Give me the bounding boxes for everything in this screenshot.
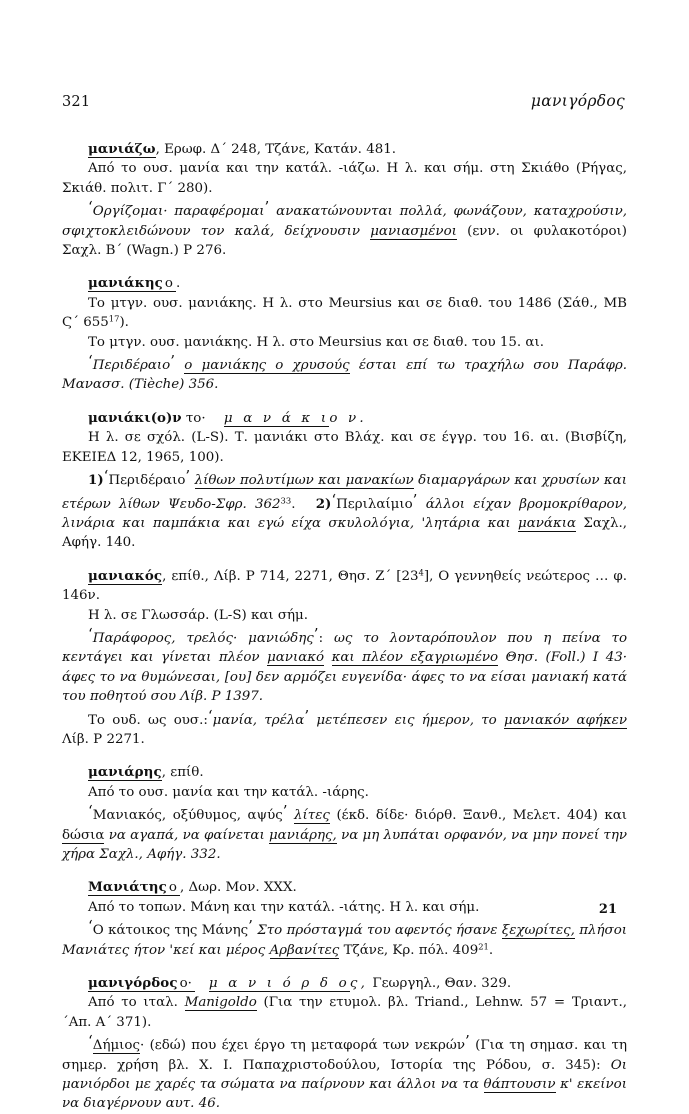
dictionary-column xyxy=(62,140,627,1114)
cited-form-2: μανάκια xyxy=(518,515,577,531)
cited-form-1: ξεχωρίτες, xyxy=(501,923,575,939)
sense-1 xyxy=(62,294,627,333)
headword: μανιάρης xyxy=(88,764,162,781)
quote-close-mark: ’ xyxy=(248,917,253,936)
quote-close-mark: ’ xyxy=(264,198,270,217)
sense-1-superscript: 33 xyxy=(280,494,292,505)
quote-close-mark: ’ xyxy=(464,1032,470,1051)
headword: μανιάκης xyxy=(88,275,163,292)
headword-gender: ο xyxy=(163,276,176,292)
sense-block xyxy=(62,802,627,864)
headword-refs-2: ], Ο γεννηθείς νεώτερος … φ. 146ν. xyxy=(62,568,627,604)
usage-note-text: Η λ. σε σχόλ. (L-S). Τ. μανιάκι στο Βλάχ. και σε έγγρ. του 16. αι. (Βισβίζη, ΕΚΕΙΕΔ 12, 1965, 100). xyxy=(62,430,627,465)
etymology-text: Από το ουσ. μανία και την κατάλ. -ιάρης. xyxy=(88,784,369,800)
sense-block xyxy=(62,917,627,960)
variant-form-tail: ο ν. xyxy=(329,410,367,426)
usage-note-text: Η λ. σε Γλωσσάρ. (L-S) και σήμ. xyxy=(88,607,309,623)
quote-open-mark: ‘ xyxy=(88,352,93,371)
cited-form-1: λίθων πολυτίμων και μανακίων xyxy=(194,473,414,489)
usage-note xyxy=(62,428,627,467)
signature-number: 21 xyxy=(598,902,617,917)
quote-open-mark: ‘ xyxy=(88,624,93,643)
citation-part-a: Στο πρόσταγμά του αφεντός ήσανε xyxy=(257,923,498,939)
entry-maniakion xyxy=(62,409,627,553)
etymology-note xyxy=(62,993,627,1032)
headword-line xyxy=(62,878,627,897)
citation-part-b: να αγαπά, να φαίνεται xyxy=(108,827,265,843)
headword: μανιάζω xyxy=(88,141,156,157)
quote-close-mark: ’ xyxy=(282,802,288,821)
quote-open-mark: ‘ xyxy=(88,1032,93,1051)
sense-1-superscript: 17 xyxy=(108,313,120,324)
cited-form: μανιασμένοι xyxy=(370,223,457,239)
headword-refs: , επίθ., Λίβ. Ρ 714, 2271, Θησ. Ζ΄ [23 xyxy=(162,568,419,584)
neuter-lead: Το ουδ. ως ουσ.: xyxy=(88,712,208,728)
citation-part-b: πλήσοι Μανιάτες ήτον 'κεί και μέρος xyxy=(62,923,628,958)
quote-open-mark: ‘ xyxy=(88,802,93,821)
sense-list xyxy=(62,467,627,553)
etymology-text: Από το ουσ. μανία και την κατάλ. -ιάζω. Η λ. και σήμ. στη Σκιάθο (Ρήγας, Σκιάθ. πολιτ. Γ΄ 280). xyxy=(62,161,627,196)
cited-form-1: λίτες xyxy=(294,808,330,824)
citation-part-2: σφιχτοκλειδώνουν τον καλά, δείχνουσιν xyxy=(62,223,360,239)
sense-1-end: ). xyxy=(119,315,129,331)
headword-line xyxy=(62,974,627,993)
citation-part-1: ανακατώνουνται πολλά, φωνάζουν, καταχρούσιν, xyxy=(276,204,627,220)
citation-source: (ενν. οι φυλακοτόροι) Σαχλ. Β΄ (Wagn.) Ρ 276. xyxy=(62,223,627,259)
entry-maniaris xyxy=(62,763,627,864)
gloss-text: Ο κάτοικος της Μάνης xyxy=(92,923,249,939)
variant-form-underlined: μ α ν ι ό ρ δ ο xyxy=(208,976,350,992)
etymology-note xyxy=(62,159,627,198)
headword: μανιακός xyxy=(88,567,163,584)
gloss-text: Παράφορος, τρελός· μανιώδης xyxy=(92,630,314,646)
headword-line xyxy=(62,140,627,159)
variant-form xyxy=(210,411,367,426)
etymology-note xyxy=(62,898,627,917)
usage-note xyxy=(62,606,627,625)
quote-close-mark: ’ xyxy=(185,467,191,486)
citation-source: Τζάνε, Κρ. πόλ. 409 xyxy=(343,942,479,958)
sense-1-text: Το μτγν. ουσ. μανιάκης. Η λ. στο Meursius και σε διαθ. του 1486 (Σάθ., ΜΒ Ϛ΄ 655 xyxy=(62,295,627,331)
citation-part-c: Θησ. (Foll.) Ι 43· άφες το να θυμώνεσαι, [ου] δεν αρμόζει ευγενίδα· άφες το να είσαι μανιακή κατά του ποθητού σου Λίβ. Ρ 1397. xyxy=(62,650,628,705)
sense-block xyxy=(62,352,627,395)
headword: Μανιάτης xyxy=(88,879,167,896)
headword-line xyxy=(62,763,627,782)
citation-part-a: (έκδ. δίδε· διόρθ. Ξανθ., Μελετ. 404) και xyxy=(336,808,627,824)
neuter-cited-form: μανιακόν αφήκεν xyxy=(504,712,627,728)
sense-1-rest: διαμαργάρων και χρυσίων και ετέρων λίθων Ψευδο-Σφρ. 362 xyxy=(62,473,627,512)
headword-gender: ο· xyxy=(178,976,195,992)
cited-form-2: δώσια xyxy=(62,827,105,843)
headword-line xyxy=(62,567,627,606)
sense-1-end: . xyxy=(291,496,296,512)
variant-form-tail: ς, xyxy=(349,976,369,992)
sense-1-gloss: Περιδέραιο xyxy=(108,473,186,489)
neuter-gloss: μανία, τρέλα xyxy=(212,712,305,728)
cited-form-2: Αρβανίτες xyxy=(269,942,340,958)
headword-refs: . xyxy=(175,276,181,292)
headword-superscript: 4 xyxy=(418,567,424,578)
sense-2-text: Το μτγν. ουσ. μανιάκης. Η λ. στο Meursius και σε διαθ. του 15. αι. xyxy=(88,334,544,350)
entry-maniatis xyxy=(62,878,627,960)
headword-refs: , επίθ. xyxy=(161,765,204,781)
etymology-text: Από το τοπων. Μάνη και την κατάλ. -ιάτης. Η λ. και σήμ. xyxy=(88,899,480,915)
quote-close-mark: ’ xyxy=(170,352,176,371)
quote-open-mark: ‘ xyxy=(88,198,93,217)
neuter-source: Λίβ. Ρ 2271. xyxy=(62,731,145,747)
sense-2 xyxy=(62,333,627,352)
gloss-text: Μανιακός, οξύθυμος, αψύς xyxy=(92,808,283,824)
headword-refs: , Ερωφ. Δ΄ 248, Τζάνε, Κατάν. 481. xyxy=(155,142,397,157)
citation-superscript: 21 xyxy=(478,941,489,952)
citation-part-c: να μη λυπάται ορφανόν, να μην πονεί την χήρα Σαχλ., Αφήγ. 332. xyxy=(62,827,627,862)
quote-close-mark: ’ xyxy=(304,706,310,725)
sense-2-text: άλλοι είχαν βρομοκρίθαρον, λινάρια και παμπάκια και εγώ είχα σκυλολόγια, 'λητάρια και xyxy=(62,496,627,531)
headword-refs: Γεωργηλ., Θαν. 329. xyxy=(368,976,512,992)
sense-block xyxy=(62,1032,627,1114)
cited-form: ο μανιάκης ο χρυσούς xyxy=(184,358,350,374)
gloss-text: Οργίζομαι· παραφέρομαι xyxy=(92,204,265,220)
variant-form xyxy=(195,976,368,991)
sense-block xyxy=(62,198,627,260)
sense-number-1: 1) xyxy=(88,472,104,489)
running-header xyxy=(62,92,627,114)
citation-part-b: κ' εκείνοι να διαγέρνουν αυτ. 46. xyxy=(62,1077,627,1112)
cited-form-1: μανιακό xyxy=(267,650,325,666)
citation-part-a: Οι μανιόρδοι με χαρές τα σώματα να παίρνουν και άλλοι να τα xyxy=(62,1057,628,1093)
variant-form-underlined: μ α ν ά κ ι xyxy=(223,410,330,426)
quote-open-mark: ‘ xyxy=(88,917,93,936)
entry-maniakis xyxy=(62,274,627,394)
etymology-rest: (Για την ετυμολ. βλ. Triand., Lehnw. 57 = Τριαντ., ΄Απ. Α΄ 371). xyxy=(62,995,627,1030)
cited-form-2: και πλέον εξαγριωμένο xyxy=(331,650,499,666)
etymology-source-word: Manigoldo xyxy=(184,995,257,1011)
gloss-text: Περιδέραιο xyxy=(92,358,171,374)
etymology-lead: Από το ιταλ. xyxy=(88,995,178,1011)
citation-part-a: ως το λονταρόπουλον που η πείνα το κεντάγει και γίνεται πλέον xyxy=(62,630,628,666)
semantic-note: (Για τη σημασ. και τη σημερ. χρήση βλ. Χ. Ι. Παπαχριστοδούλου, Ιστορία της Ρόδου, σ. 345): xyxy=(62,1038,627,1073)
quote-open-mark: ‘ xyxy=(207,706,213,725)
entry-manigordos xyxy=(62,974,627,1114)
headword: μανιγόρδος xyxy=(88,975,178,992)
sense-block: ‘Παράφορος, τρελός· μανιώδης’: ως το λονταρόπουλον που η πείνα το κεντάγει και γίνεται πλέον μανιακό και πλέον εξαγριωμένο Θησ. (Foll.) Ι 43· άφες το να θυμώνεσαι, [ου] δεν αρμόζει ευγενίδα· άφες το να είσαι μανιακή κατά του ποθητού σου Λίβ. Ρ 1397. xyxy=(62,624,628,705)
citation-end: . xyxy=(488,942,494,958)
headword-line xyxy=(62,409,627,428)
running-head-word: μανιγόρδος xyxy=(530,92,625,110)
gloss-rest: · (εδώ) που έχει έργο τη μεταφορά των νεκρών xyxy=(140,1038,465,1054)
headword-gender: το· xyxy=(185,410,206,426)
sense-2-source: Σαχλ., Αφήγ. 140. xyxy=(62,515,627,551)
cited-form-3: μανιάρης, xyxy=(268,827,337,843)
quote-close-mark-2: ’ xyxy=(412,490,418,509)
headword-line xyxy=(62,274,627,293)
quote-close-mark: ’ xyxy=(313,624,319,643)
quote-open-mark-2: ‘ xyxy=(331,490,337,509)
headword-refs: , Δωρ. Μον. ΧΧΧ. xyxy=(179,880,297,896)
headword: μανιάκι(ο)ν xyxy=(88,409,182,426)
entry-maniazo xyxy=(62,140,627,260)
entry-maniakos xyxy=(62,567,627,750)
sense-number-2: 2) xyxy=(315,495,332,512)
citation-source: έσται επί τω τραχήλω σου Παράφρ. Μανασσ. (Tièche) 356. xyxy=(62,358,627,393)
neuter-text: μετέπεσεν εις ήμερον, το xyxy=(316,712,497,728)
cited-form: θάπτουσιν xyxy=(483,1077,556,1093)
quote-open-mark: ‘ xyxy=(103,467,109,486)
sense-2-gloss: Περιλαίμιο xyxy=(336,496,413,512)
gloss-cited: Δήμιος xyxy=(92,1038,140,1054)
neuter-substantive-block xyxy=(62,707,627,750)
etymology-note xyxy=(62,783,627,802)
page-number: 321 xyxy=(62,94,91,110)
headword-gender: ο xyxy=(167,880,180,896)
